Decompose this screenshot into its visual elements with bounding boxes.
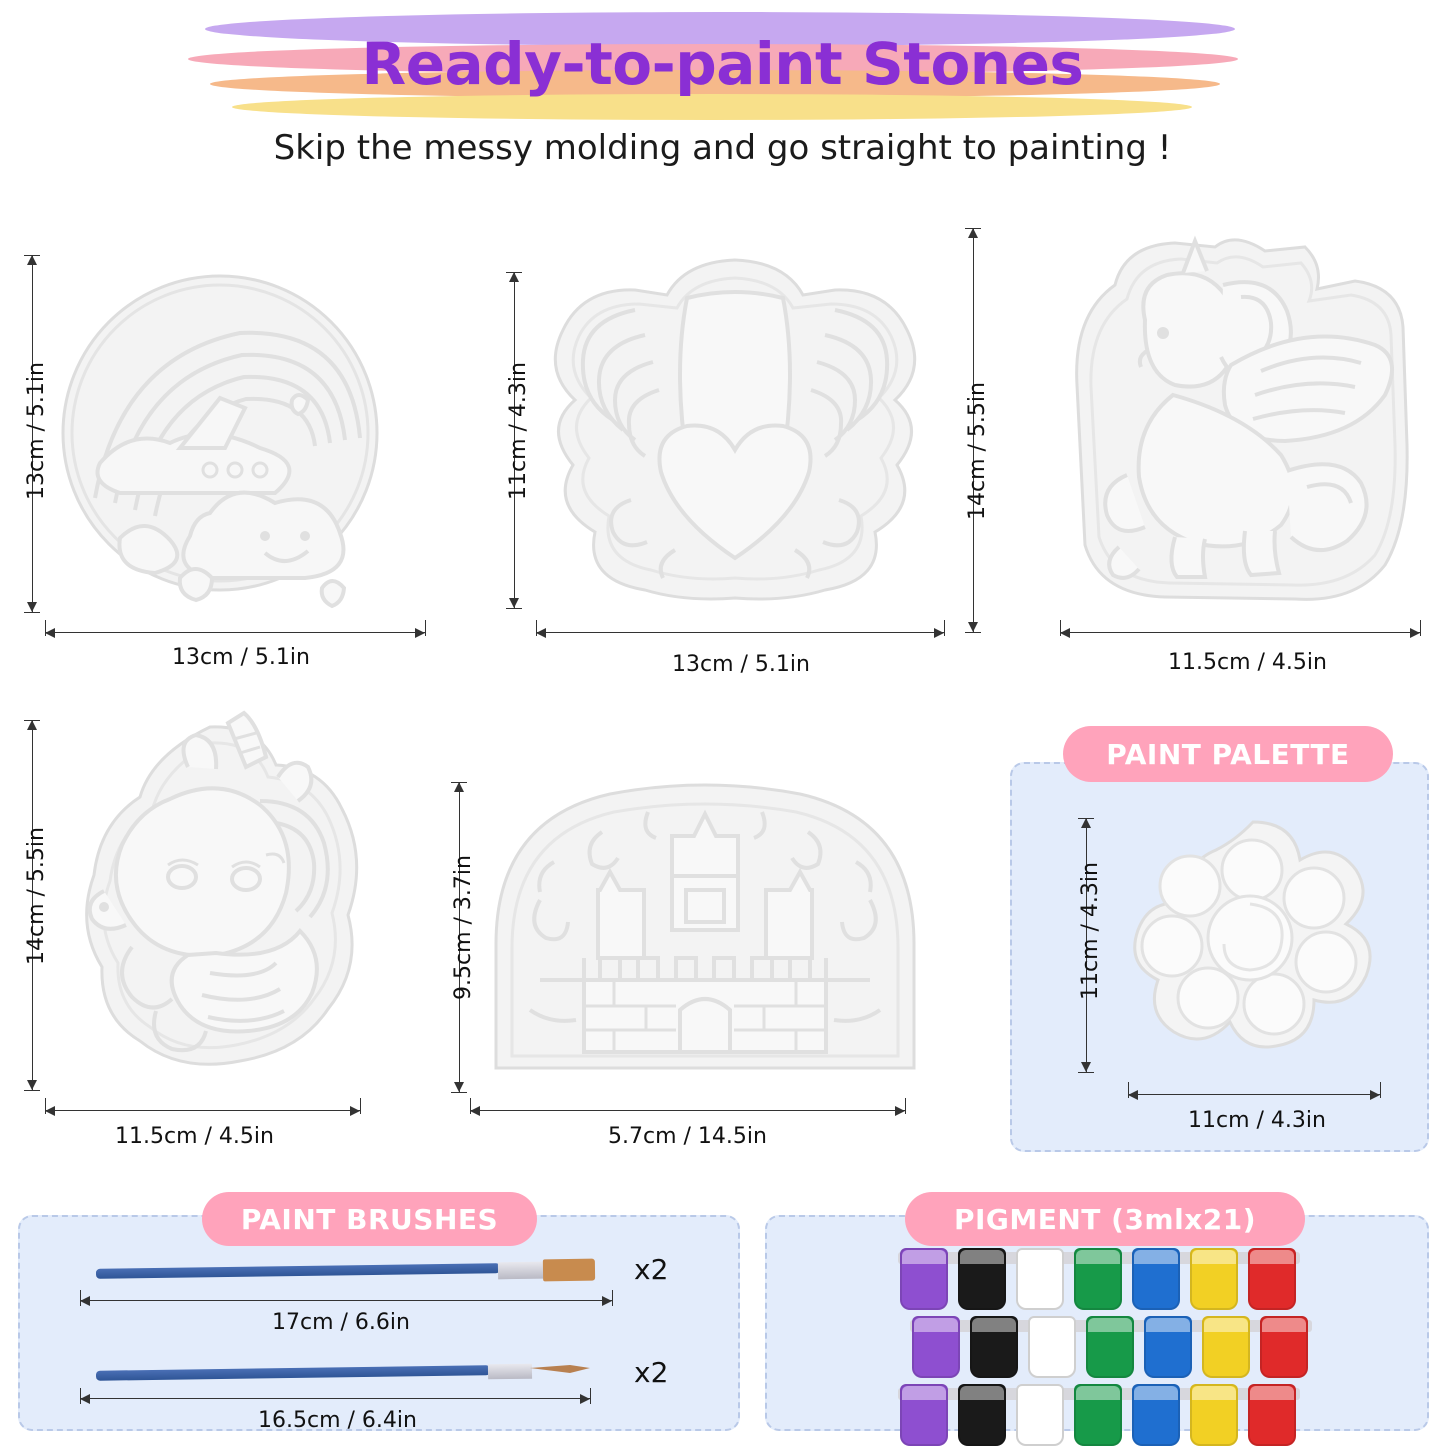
flat-brush-length-label: 17cm / 6.6in: [272, 1310, 410, 1335]
pigment-pot: [958, 1248, 1006, 1310]
dim-arrow: [509, 598, 519, 608]
stone-4-height-label: 14cm / 5.5in: [24, 827, 49, 965]
pigment-pot: [1260, 1316, 1308, 1378]
dim-cap: [360, 1098, 361, 1114]
pigment-pot: [1074, 1248, 1122, 1310]
dim-arrow: [934, 628, 944, 638]
pigment-pot: [958, 1384, 1006, 1446]
stone-4-width-label: 11.5cm / 4.5in: [115, 1124, 274, 1149]
detail-brush-quantity: x2: [634, 1356, 669, 1389]
pigment-pot: [1016, 1384, 1064, 1446]
dim-arrow: [454, 782, 464, 792]
stone-5-height-label: 9.5cm / 3.7in: [451, 855, 476, 1000]
stone-2-height-label: 11cm / 4.3in: [506, 362, 531, 500]
dim-cap: [506, 608, 522, 609]
pigment-pot: [1074, 1384, 1122, 1446]
dim-line-horizontal: [536, 632, 944, 633]
pigment-pot: [1132, 1248, 1180, 1310]
dim-cap: [451, 1092, 467, 1093]
dim-arrow: [895, 1106, 905, 1116]
stone-2-width-label: 13cm / 5.1in: [672, 652, 810, 677]
pigment-pot: [1202, 1316, 1250, 1378]
dim-arrow: [509, 272, 519, 282]
pigment-pot: [970, 1316, 1018, 1378]
dim-cap: [944, 620, 945, 636]
dim-arrow: [27, 602, 37, 612]
dim-arrow: [470, 1106, 480, 1116]
dim-arrow: [968, 228, 978, 238]
dim-arrow: [1370, 1090, 1380, 1100]
pigment-pot: [900, 1384, 948, 1446]
dim-arrow: [968, 622, 978, 632]
dim-arrow: [1410, 628, 1420, 638]
pigment-pot: [912, 1316, 960, 1378]
stone-5-width-label: 5.7cm / 14.5in: [608, 1124, 767, 1149]
dim-arrow: [536, 628, 546, 638]
dim-arrow: [350, 1106, 360, 1116]
dim-arrow: [1128, 1090, 1138, 1100]
dim-cap: [905, 1098, 906, 1114]
stone-3-width-label: 11.5cm / 4.5in: [1168, 650, 1327, 675]
dim-arrow: [1081, 818, 1091, 828]
dim-line-horizontal: [45, 1110, 360, 1111]
stone-3-height-label: 14cm / 5.5in: [965, 382, 990, 520]
dim-arrow: [27, 1080, 37, 1090]
dim-line-horizontal: [80, 1398, 590, 1399]
palette-width-label: 11cm / 4.3in: [1188, 1108, 1326, 1133]
dim-cap: [1420, 620, 1421, 636]
dim-cap: [965, 632, 981, 633]
pigment-pot: [1190, 1384, 1238, 1446]
pigment-pot: [1248, 1248, 1296, 1310]
dim-cap: [1078, 1072, 1094, 1073]
dim-arrow: [45, 628, 55, 638]
dim-arrow: [602, 1296, 612, 1306]
dim-arrow: [27, 720, 37, 730]
pigment-pot: [1016, 1248, 1064, 1310]
paint-brushes-badge: PAINT BRUSHES: [202, 1192, 537, 1246]
dim-arrow: [80, 1296, 90, 1306]
dim-arrow: [415, 628, 425, 638]
dim-line-horizontal: [45, 632, 425, 633]
dim-arrow: [80, 1394, 90, 1404]
pigment-pot: [1248, 1384, 1296, 1446]
header: [0, 0, 1445, 195]
dim-line-horizontal: [1060, 632, 1420, 633]
dim-line-horizontal: [470, 1110, 905, 1111]
detail-brush-length-label: 16.5cm / 6.4in: [258, 1408, 417, 1433]
flat-brush-quantity: x2: [634, 1253, 669, 1286]
dim-cap: [590, 1388, 591, 1404]
pigment-pot: [1132, 1384, 1180, 1446]
dim-arrow: [454, 1082, 464, 1092]
dim-cap: [24, 612, 40, 613]
dim-line-horizontal: [1128, 1094, 1380, 1095]
pigment-pot: [1086, 1316, 1134, 1378]
dim-arrow: [580, 1394, 590, 1404]
dim-arrow: [1081, 1062, 1091, 1072]
stone-1-height-label: 13cm / 5.1in: [24, 362, 49, 500]
dim-cap: [612, 1290, 613, 1306]
pigment-pot: [900, 1248, 948, 1310]
dim-arrow: [27, 255, 37, 265]
pigment-pot: [1028, 1316, 1076, 1378]
dim-cap: [1380, 1082, 1381, 1098]
dim-cap: [425, 620, 426, 636]
dim-line-horizontal: [80, 1300, 612, 1301]
dim-cap: [24, 1090, 40, 1091]
flower-palette: [1128, 812, 1378, 1062]
dim-arrow: [1060, 628, 1070, 638]
paint-palette-badge: PAINT PALETTE: [1063, 726, 1393, 782]
page-title: Ready-to-paint Stones: [361, 30, 1084, 98]
pigment-pot: [1190, 1248, 1238, 1310]
dim-arrow: [45, 1106, 55, 1116]
palette-height-label: 11cm / 4.3in: [1078, 862, 1103, 1000]
pigment-badge: PIGMENT (3mlx21): [905, 1192, 1305, 1246]
page-subtitle: Skip the messy molding and go straight to painting !: [273, 128, 1172, 168]
pigment-pot: [1144, 1316, 1192, 1378]
stone-1-width-label: 13cm / 5.1in: [172, 645, 310, 670]
